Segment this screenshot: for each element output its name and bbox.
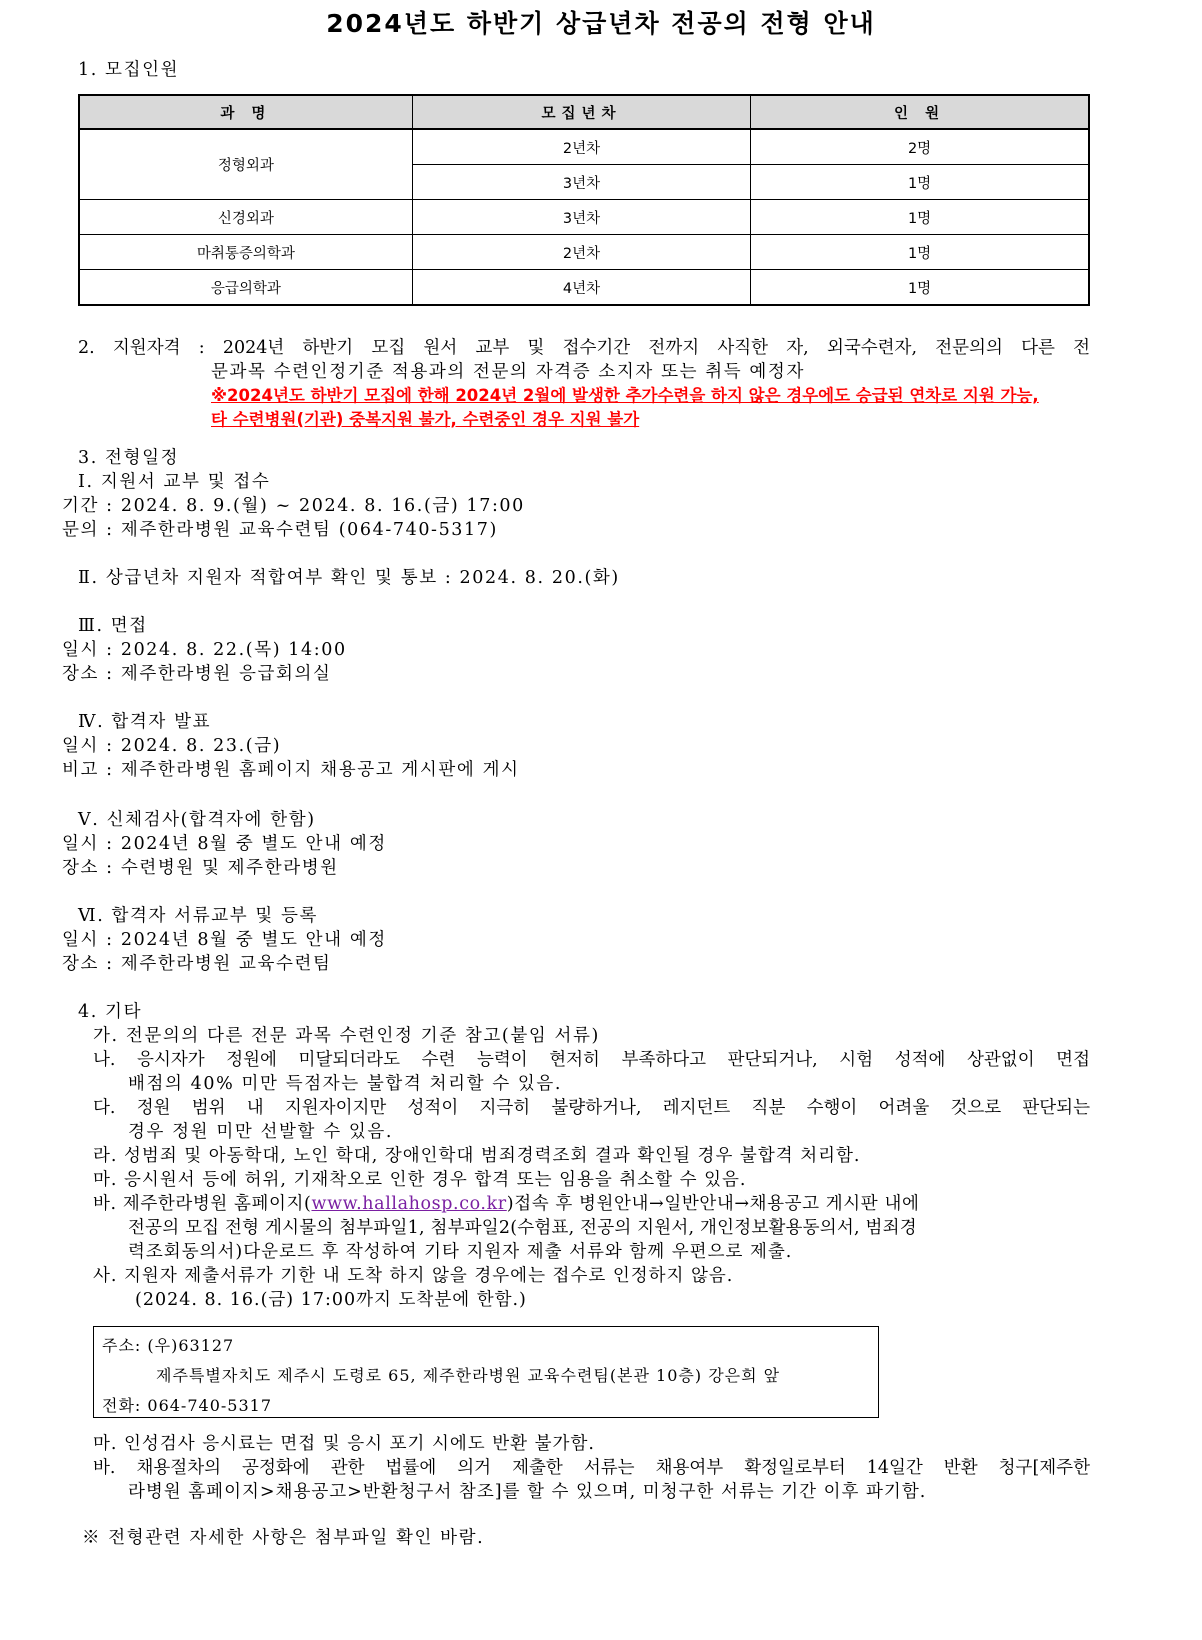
note-na-1: 나. 응시자가 정원에 미달되더라도 수련 능력이 현저히 부족하다고 판단되거나, 시험 성적에 상관없이 면접 <box>93 1050 1090 1070</box>
note-ma-2: 마. 인성검사 응시료는 면접 및 응시 포기 시에도 반환 불가함. <box>93 1434 595 1454</box>
schedule-i-title: Ⅰ. 지원서 교부 및 접수 <box>78 472 271 492</box>
address-phone: 전화: 064-740-5317 <box>102 1396 272 1415</box>
cell-year: 2년차 <box>412 129 750 165</box>
section-4-heading: 4. 기타 <box>78 1002 143 1022</box>
cell-year: 2년차 <box>412 235 750 270</box>
eligibility-red-line-2: 타 수련병원(기관) 중복지원 불가, 수련중인 경우 지원 불가 <box>211 410 640 429</box>
note-sa-1: 사. 지원자 제출서류가 기한 내 도착 하지 않을 경우에는 접수로 인정하지 않음. <box>93 1266 734 1286</box>
homepage-link[interactable]: www.hallahosp.co.kr <box>311 1194 507 1214</box>
recruitment-table <box>78 94 1090 306</box>
note-da-1: 다. 정원 범위 내 지원자이지만 성적이 지극히 불량하거나, 레지던트 직분 수행이 어려울 것으로 판단되는 <box>93 1098 1090 1118</box>
schedule-vi-date: 일시 : 2024년 8월 중 별도 안내 예정 <box>62 930 387 950</box>
schedule-vi-title: Ⅵ. 합격자 서류교부 및 등록 <box>78 906 319 926</box>
cell-count: 1명 <box>751 165 1089 200</box>
eligibility-line-2: 문과목 수련인정기준 적용과의 전문의 자격증 소지자 또는 취득 예정자 <box>211 362 805 382</box>
note-da-2: 경우 정원 미만 선발할 수 있음. <box>128 1122 394 1142</box>
cell-count: 1명 <box>751 200 1089 235</box>
eligibility-red-line-2-wrap <box>211 408 1091 432</box>
address-line-2: 제주특별자치도 제주시 도령로 65, 제주한라병원 교육수련팀(본관 10층) 강은희 앞 <box>156 1366 781 1385</box>
schedule-iii-title: Ⅲ. 면접 <box>78 616 148 636</box>
section-1-heading: 1. 모집인원 <box>78 60 180 80</box>
table-header-row <box>79 95 1089 129</box>
schedule-i-contact: 문의 : 제주한라병원 교육수련팀 (064-740-5317) <box>62 520 498 540</box>
note-ba-3: 력조회동의서)다운로드 후 작성하여 기타 지원자 제출 서류와 함께 우편으로 제출. <box>128 1242 793 1262</box>
table-row <box>79 270 1089 306</box>
cell-dept: 신경외과 <box>79 200 412 235</box>
header-dept: 과 명 <box>79 95 412 129</box>
note-ga: 가. 전문의의 다른 전문 과목 수련인정 기준 참고(붙임 서류) <box>93 1026 600 1046</box>
eligibility-red-line-1-wrap <box>211 384 1091 408</box>
footer-note: ※ 전형관련 자세한 사항은 첨부파일 확인 바람. <box>82 1528 485 1548</box>
schedule-iii-date: 일시 : 2024. 8. 22.(목) 14:00 <box>62 640 347 660</box>
cell-dept: 마취통증의학과 <box>79 235 412 270</box>
header-year: 모집년차 <box>412 95 750 129</box>
note-sa-2: (2024. 8. 16.(금) 17:00까지 도착분에 한함.) <box>135 1290 527 1310</box>
note-ba-2: 전공의 모집 전형 게시물의 첨부파일1, 첨부파일2(수험표, 전공의 지원서, 개인정보활용동의서, 범죄경 <box>128 1218 917 1238</box>
address-box <box>93 1326 879 1418</box>
address-line-1: 주소: (우)63127 <box>102 1336 235 1355</box>
note-ba-1-suffix: )접속 후 병원안내→일반안내→채용공고 게시판 내에 <box>506 1194 920 1214</box>
schedule-iv-note: 비고 : 제주한라병원 홈페이지 채용공고 게시판에 게시 <box>62 760 520 780</box>
note-ba-2-1: 바. 채용절차의 공정화에 관한 법률에 의거 제출한 서류는 채용여부 확정일로부터 14일간 반환 청구[제주한 <box>93 1458 1090 1478</box>
eligibility-line-1: 2. 지원자격 : 2024년 하반기 모집 원서 교부 및 접수기간 전까지 사직한 자, 외국수련자, 전문의의 다른 전 <box>78 338 1090 358</box>
schedule-iv-date: 일시 : 2024. 8. 23.(금) <box>62 736 282 756</box>
cell-year: 4년차 <box>412 270 750 306</box>
cell-count: 2명 <box>751 129 1089 165</box>
note-ma: 마. 응시원서 등에 허위, 기재착오로 인한 경우 합격 또는 임용을 취소할 수 있음. <box>93 1170 747 1190</box>
note-ba-1 <box>93 1192 1090 1216</box>
schedule-v-title: Ⅴ. 신체검사(합격자에 한함) <box>78 810 316 830</box>
note-ra: 라. 성범죄 및 아동학대, 노인 학대, 장애인학대 범죄경력조회 결과 확인될 경우 불합격 처리함. <box>93 1146 861 1166</box>
schedule-ii-title: Ⅱ. 상급년차 지원자 적합여부 확인 및 통보 : 2024. 8. 20.(화) <box>78 568 620 588</box>
cell-year: 3년차 <box>412 165 750 200</box>
schedule-v-date: 일시 : 2024년 8월 중 별도 안내 예정 <box>62 834 387 854</box>
section-3-heading: 3. 전형일정 <box>78 448 180 468</box>
header-count: 인 원 <box>751 95 1089 129</box>
note-ba-2-2: 라병원 홈페이지>채용공고>반환청구서 참조]를 할 수 있으며, 미청구한 서류는 기간 이후 파기함. <box>128 1482 927 1502</box>
schedule-iii-place: 장소 : 제주한라병원 응급회의실 <box>62 664 332 684</box>
table-row <box>79 200 1089 235</box>
cell-year: 3년차 <box>412 200 750 235</box>
schedule-vi-place: 장소 : 제주한라병원 교육수련팀 <box>62 954 332 974</box>
schedule-v-place: 장소 : 수련병원 및 제주한라병원 <box>62 858 339 878</box>
note-na-2: 배점의 40% 미만 득점자는 불합격 처리할 수 있음. <box>128 1074 563 1094</box>
table-row <box>79 235 1089 270</box>
cell-dept: 응급의학과 <box>79 270 412 306</box>
page-title: 2024년도 하반기 상급년차 전공의 전형 안내 <box>326 9 876 38</box>
note-ba-1-prefix: 바. 제주한라병원 홈페이지( <box>93 1194 312 1214</box>
eligibility-red-line-1: ※2024년도 하반기 모집에 한해 2024년 2월에 발생한 추가수련을 하지 않은 경우에도 승급된 연차로 지원 가능, <box>211 386 1039 405</box>
cell-count: 1명 <box>751 235 1089 270</box>
cell-dept: 정형외과 <box>79 129 412 200</box>
cell-count: 1명 <box>751 270 1089 306</box>
schedule-i-period: 기간 : 2024. 8. 9.(월) ~ 2024. 8. 16.(금) 17:00 <box>62 496 525 516</box>
table-row <box>79 129 1089 165</box>
schedule-iv-title: Ⅳ. 합격자 발표 <box>78 712 212 732</box>
